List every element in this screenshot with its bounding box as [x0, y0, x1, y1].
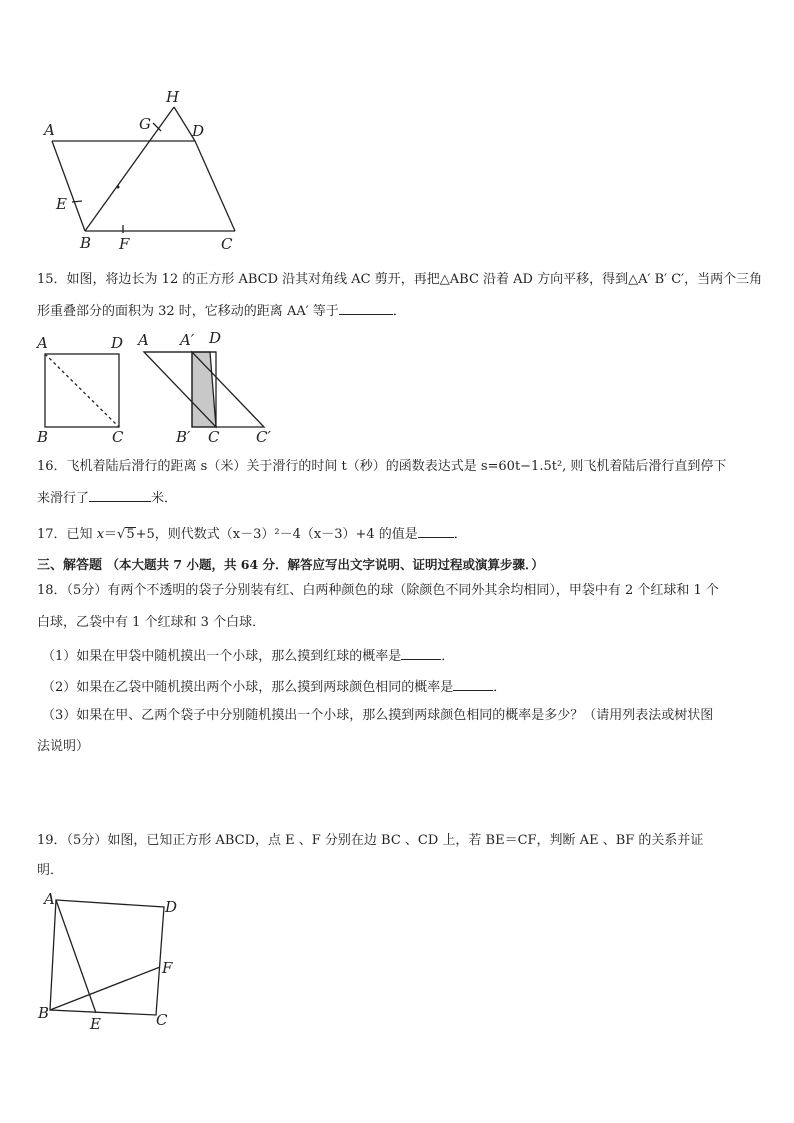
label-c: C [221, 235, 233, 253]
segment-bf [50, 967, 160, 1010]
section-3-title: 三、解答题 [37, 558, 103, 573]
label-q19-c: C [156, 1011, 168, 1029]
q15-answer-blank[interactable] [339, 302, 393, 315]
q16-line2-text: 来滑行了 [37, 491, 90, 506]
q17-var-x: x [96, 527, 105, 542]
label-q15-d2: D [209, 329, 222, 347]
label-q19-d: D [165, 898, 178, 916]
label-g: G [139, 115, 151, 133]
q16-line1: 16．飞机着陆后滑行的距离 s（米）关于滑行的时间 t（秒）的函数表达式是 s=60t−1.5t², 则飞机着陆后滑行直到停下 [37, 459, 727, 474]
label-q15-c2: C [208, 428, 220, 446]
segment-bh [85, 107, 174, 231]
section-3-note: （本大题共 7 小题，共 64 分．解答应写出文字说明、证明过程或演算步骤．） [106, 557, 544, 572]
label-q15-b: B [37, 428, 49, 446]
q18-part1-text: （1）如果在甲袋中随机摸出一个小球，那么摸到红球的概率是 [42, 649, 402, 664]
label-q15-a: A [37, 334, 48, 352]
square-abcd-q19 [50, 900, 164, 1015]
label-d: D [192, 122, 205, 140]
label-q19-a: A [44, 890, 55, 908]
q17-eq: ＝ [104, 527, 118, 542]
label-q19-b: B [38, 1004, 50, 1022]
q17-prefix: 17．已知 [37, 527, 97, 542]
q18-part2-end: ． [493, 680, 507, 695]
q17-radicand: 5 [126, 527, 135, 542]
q18-line1: 18．（5分）有两个不透明的袋子分别装有红、白两种颜色的球（除颜色不同外其余均相同），甲袋中有 2 个红球和 1 个 [37, 583, 719, 598]
q16-line2-end: 米． [151, 491, 178, 506]
label-q19-e: E [90, 1015, 101, 1033]
q15-line2-end: ． [392, 304, 406, 319]
label-h: H [166, 88, 180, 106]
q18-part3-line2: 法说明） [37, 739, 90, 754]
label-q15-c1: C′ [256, 428, 271, 446]
section-3-heading [37, 557, 544, 574]
q18-part1-blank[interactable] [401, 647, 441, 660]
q17-end: ． [453, 527, 467, 542]
label-e: E [56, 195, 67, 213]
q18-part2 [42, 678, 506, 696]
q16-answer-blank[interactable] [89, 489, 151, 502]
figure-q19 [36, 890, 186, 1035]
label-q15-b1: B′ [176, 428, 191, 446]
q18-part3-line1: （3）如果在甲、乙两个袋子中分别随机摸出一个小球，那么摸到两球颜色相同的概率是多少？（请用列表法或树状图 [42, 708, 714, 723]
diagonal-ac [45, 354, 119, 427]
q17-line [37, 525, 467, 543]
label-q15-c: C [112, 428, 124, 446]
label-q15-a1: A′ [180, 331, 195, 349]
label-a: A [44, 121, 55, 139]
q18-part1-end: ． [441, 649, 455, 664]
square-abcd [45, 354, 119, 427]
segment-ab [52, 141, 85, 231]
sqrt-icon: √ [117, 527, 126, 542]
q18-part2-blank[interactable] [453, 678, 493, 691]
q16-line2 [37, 489, 177, 507]
q15-line2 [37, 302, 406, 320]
overlap-region [192, 352, 216, 427]
figure-q14 [40, 85, 250, 255]
figure-q15 [34, 328, 284, 446]
midpoint-dot [117, 186, 120, 189]
label-q15-a2: A [138, 331, 149, 349]
label-q19-f: F [162, 959, 173, 977]
q18-line2: 白球，乙袋中有 1 个红球和 3 个白球． [37, 615, 266, 630]
q17-answer-blank[interactable] [418, 525, 454, 538]
q19-line1: 19．（5分）如图，已知正方形 ABCD，点 E 、F 分别在边 BC 、CD 上，若 BE＝CF，判断 AE 、BF 的关系并证 [37, 833, 704, 848]
q19-line2: 明． [37, 863, 64, 878]
segment-dc [195, 141, 235, 231]
label-f: F [119, 235, 130, 253]
q18-part1 [42, 647, 454, 665]
segment-ae [56, 900, 96, 1013]
label-b: B [80, 234, 92, 252]
q15-line2-text: 形重叠部分的面积为 32 时，它移动的距离 AA′ 等于 [37, 304, 339, 319]
q18-part2-text: （2）如果在乙袋中随机摸出两个小球，那么摸到两球颜色相同的概率是 [42, 680, 454, 695]
q15-line1: 15．如图，将边长为 12 的正方形 ABCD 沿其对角线 AC 剪开，再把△ABC 沿着 AD 方向平移，得到△A′ B′ C′，当两个三角 [37, 272, 763, 287]
label-q15-d: D [111, 334, 124, 352]
q17-text: +5，则代数式（x－3）²－4（x－3）+4 的值是 [135, 527, 418, 542]
